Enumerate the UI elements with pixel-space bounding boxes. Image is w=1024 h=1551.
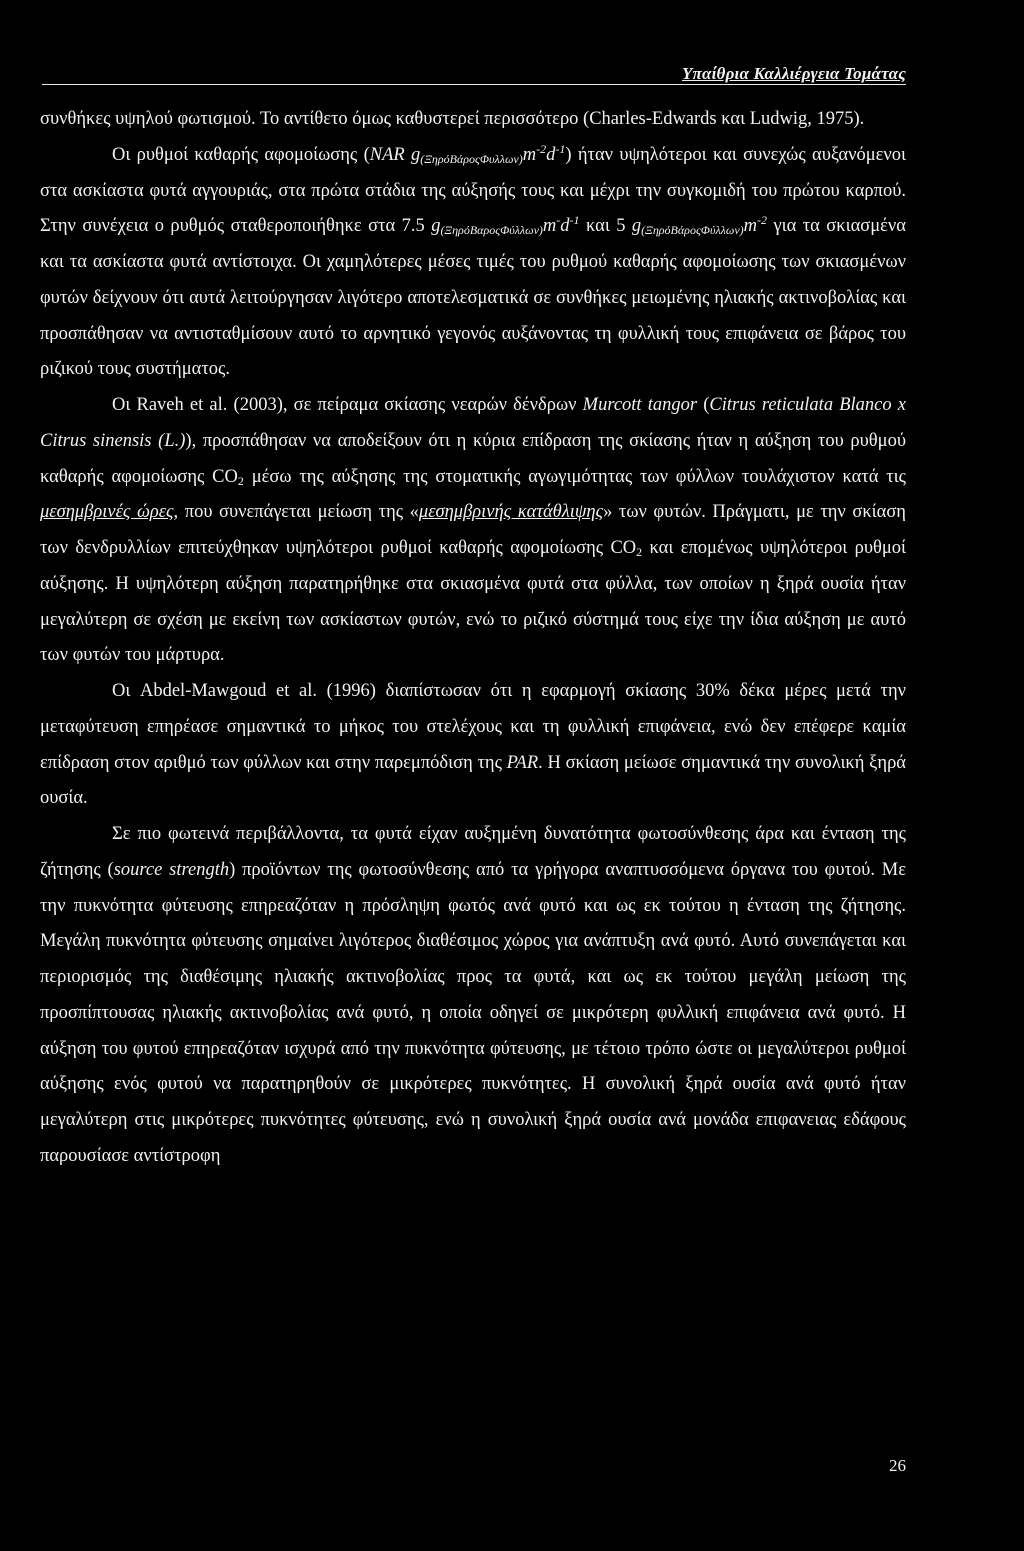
- text-run: d: [560, 216, 570, 237]
- text-run: -2: [757, 213, 768, 228]
- text-run: PAR: [506, 752, 539, 773]
- text-run: -1: [569, 213, 580, 228]
- text-run: ), προσπάθησαν να αποδείξουν ότι η κύρια επίδραση της σκίασης ήταν η αύξηση του ρυθμού καθαρής αφομοίωσης CO: [40, 430, 906, 487]
- text-run: που συνεπάγεται μείωση της «: [178, 502, 419, 523]
- text-run: Citrus reticulata Blanco x Citrus sinensis (L.): [40, 395, 906, 451]
- text-run: (ΞηρόΒάροςΦύλλων): [641, 223, 744, 238]
- text-run: NAR g: [369, 144, 421, 165]
- text-run: g: [631, 216, 642, 237]
- text-run: m: [542, 216, 557, 237]
- paragraph: [40, 674, 906, 817]
- text-run: . Η σκίαση μείωσε σημαντικά την συνολική ξηρά ουσία.: [40, 752, 906, 809]
- body-text: [40, 102, 906, 1175]
- text-run: Σε πιο φωτεινά περιβάλλοντα, τα φυτά είχαν αυξημένη δυνατότητα φωτοσύνθεσης άρα και ένταση της ζήτησης (: [40, 824, 906, 880]
- text-run: για τα σκιασμένα και τα ασκίαστα φυτά αντίστοιχα. Οι χαμηλότερες μέσες τιμές του ρυθμού καθαρής αφομοίωσης των σκιασμένων φυτών δείχνουν ότι αυτά λειτούργησαν λιγότερο αποτελεσματικά σε συνθήκες μειωμένης ηλιακής ακτινοβολίας και προσπάθησαν να αντισταθμίσουν αυτό το αρνητικό γεγονός αυξάνοντας τη φυλλική τους επιφάνεια σε βάρος του ριζικού τους συστήματος.: [40, 216, 906, 380]
- text-run: (ΞηρόΒαροςΦύλλων): [440, 223, 543, 238]
- paragraph: [40, 138, 906, 388]
- text-run: 2: [237, 473, 244, 488]
- text-run: Οι Raveh et al. (2003), σε πείραμα σκίασης νεαρών δένδρων: [112, 395, 583, 415]
- text-run: » των φυτών. Πράγματι, με την σκίαση των δενδρυλλίων επιτεύχθηκαν υψηλότεροι ρυθμοί καθαρής αφομοίωσης CO: [40, 502, 906, 558]
- text-run: 2: [636, 545, 643, 559]
- page-number: 26: [889, 1456, 906, 1475]
- text-run: μέσω της αύξησης της στοματικής αγωγιμότητας των φύλλων τουλάχιστον κατά τις: [243, 466, 906, 487]
- header-divider: [42, 84, 906, 85]
- text-run: -1: [555, 141, 566, 156]
- text-run: source strength: [113, 859, 230, 880]
- text-run: μεσημβρινές ώρες,: [40, 502, 179, 523]
- paragraph: [40, 102, 906, 138]
- text-run: Οι Abdel-Mawgoud et al. (1996) διαπίστωσαν ότι η εφαρμογή σκίασης 30% δέκα μέρες μετά την μεταφύτευση επηρέασε σημαντικά το μήκος του στελέχους και τη φυλλική επιφάνεια, ενώ δεν επέφερε καμία επίδραση στον αριθμό των φύλλων και στην παρεμπόδιση της: [40, 681, 906, 773]
- text-run: (ΞηρόΒάροςΦυλλων): [420, 151, 523, 166]
- text-run: και επομένως υψηλότεροι ρυθμοί αύξησης. Η υψηλότερη αύξηση παρατηρήθηκε στα σκιασμένα φυτά στα φύλλα, των οποίων η ξηρά ουσία ήταν μεγαλύτερη σε σχέση με εκείνη των ασκίαστων φυτών, ενώ το ριζικό σύστημά τους είχε την ίδια αύξηση με αυτό των φυτών του μάρτυρα.: [40, 538, 906, 666]
- running-header-title: Υπαίθρια Καλλιέργεια Τομάτας: [681, 64, 906, 83]
- paragraph: [40, 388, 906, 674]
- text-run: m: [743, 216, 758, 237]
- text-run: (: [697, 395, 710, 415]
- text-run: ) προϊόντων της φωτοσύνθεσης από τα γρήγορα αναπτυσσόμενα όργανα του φυτού. Με την πυκνότητα φύτευσης επηρεαζόταν η πρόσληψη φωτός ανά φυτό και ως εκ τούτου η ένταση της ζήτησης. Μεγάλη πυκνότητα φύτευσης σημαίνει λιγότερος διαθέσιμος χώρος για ανάπτυξη ανά φυτό. Αυτό συνεπάγεται και περιορισμός της διαθέσιμης ηλιακής ακτινοβολίας προς τα φυτά, και ως εκ τούτου μεγάλη μείωση της προσπίπτουσας ηλιακής ακτινοβολίας ανά φυτό, η οποία οδηγεί σε μικρότερη φυλλική επιφάνεια ανά φυτό. Η αύξηση του φυτού επηρεαζόταν ισχυρά από την πυκνότητα φύτευσης, με τέτοιο τρόπο ώστε οι μεγαλύτεροι ρυθμοί αύξησης ενός φυτού να παρατηρηθούν σε μικρότερες πυκνότητες. Η συνολική ξηρά ουσία ανά φυτό ήταν μεγαλύτερη στις μικρότερες πυκνότητες φύτευσης, ενώ η συνολική ξηρά ουσία ανά μονάδα επιφανειας εδάφους παρουσίασε αντίστροφη: [40, 859, 907, 1166]
- text-run: συνθήκες υψηλού φωτισμού. Το αντίθετο όμως καθυστερεί περισσότερο (Charles-Edwards και Ludwig, 1975).: [40, 109, 865, 129]
- text-run: g: [431, 216, 441, 237]
- text-run: Murcott tangor: [582, 395, 698, 415]
- text-run: μεσημβρινής κατάθλιψης: [418, 502, 604, 523]
- text-run: και 5: [579, 216, 632, 237]
- text-run: m: [522, 144, 537, 165]
- paragraph: [40, 817, 906, 1175]
- text-run: -: [556, 213, 561, 228]
- text-run: Οι ρυθμοί καθαρής αφομοίωσης (: [112, 144, 370, 165]
- text-run: d: [546, 144, 556, 165]
- text-run: ) ήταν υψηλότεροι και συνεχώς αυξανόμενοι στα ασκίαστα φυτά αγγουριάς, στα πρώτα στάδια της αύξησής τους και μέχρι την συγκομιδή του πρώτου καρπού. Στην συνέχεια ο ρυθμός σταθεροποιήθηκε στα 7.5: [40, 144, 906, 237]
- text-run: -2: [536, 141, 547, 156]
